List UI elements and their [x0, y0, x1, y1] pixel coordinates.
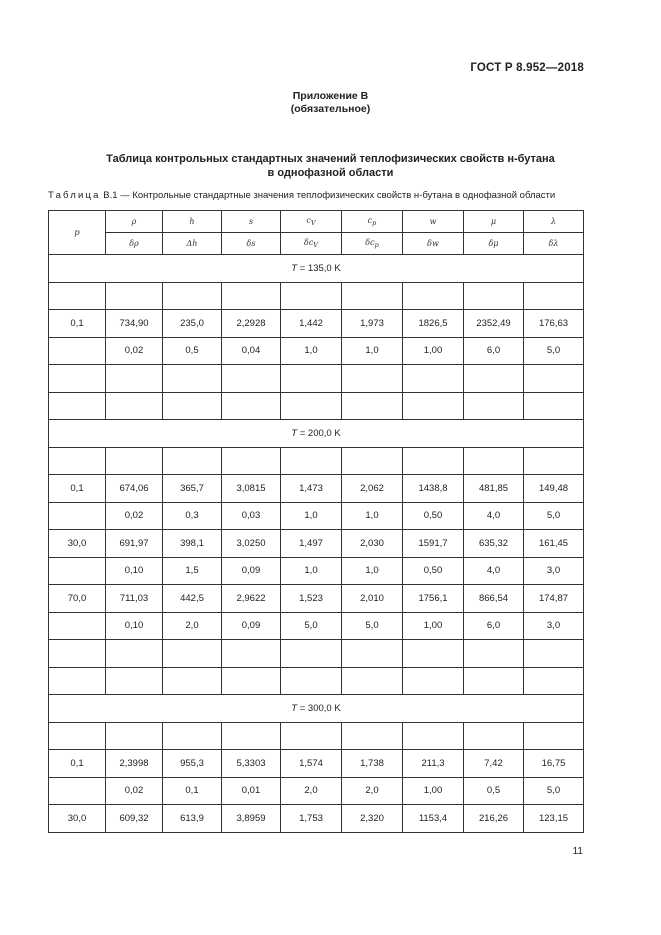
- temperature-section-row: [49, 420, 584, 448]
- value-cell: [524, 640, 584, 668]
- value-cell: 1,0: [342, 337, 403, 365]
- appendix-title: Приложение В: [292, 90, 369, 102]
- value-cell: 0,02: [106, 502, 163, 530]
- pressure-cell: [49, 447, 106, 475]
- value-cell: [163, 365, 222, 393]
- document-title-line2: в однофазной области: [267, 167, 394, 179]
- value-cell: 0,04: [222, 337, 281, 365]
- value-cell: 1,973: [342, 310, 403, 338]
- header-cell-uncertainty: [222, 233, 281, 255]
- value-cell: [403, 282, 464, 310]
- value-cell: [342, 640, 403, 668]
- value-cell: 1,473: [281, 475, 342, 503]
- value-cell: [222, 667, 281, 695]
- temperature-label-cell: [49, 420, 584, 448]
- table-row: [49, 337, 584, 365]
- table-row: [49, 475, 584, 503]
- header-symbol-text: c: [367, 216, 373, 225]
- value-cell: [342, 447, 403, 475]
- page-number: 11: [572, 846, 583, 857]
- value-cell: 0,10: [106, 612, 163, 640]
- pressure-cell: [49, 502, 106, 530]
- value-cell: 3,0250: [222, 530, 281, 558]
- value-cell: [524, 392, 584, 420]
- value-cell: 635,32: [464, 530, 524, 558]
- pressure-cell: [49, 557, 106, 585]
- value-cell: [464, 392, 524, 420]
- value-cell: [403, 392, 464, 420]
- header-symbol-text: w: [429, 217, 437, 226]
- value-cell: 1,0: [281, 337, 342, 365]
- value-cell: [281, 365, 342, 393]
- pressure-cell: [49, 365, 106, 393]
- value-cell: 1438,8: [403, 475, 464, 503]
- value-cell: 2,010: [342, 585, 403, 613]
- header-row-symbols: [49, 211, 584, 233]
- value-cell: [222, 722, 281, 750]
- header-cell-symbol: [464, 211, 524, 233]
- value-cell: 1,0: [281, 557, 342, 585]
- document-code: ГОСТ Р 8.952—2018: [470, 62, 584, 74]
- header-uncertainty-text: δμ: [488, 239, 499, 248]
- value-cell: 1,5: [163, 557, 222, 585]
- pressure-cell: [49, 777, 106, 805]
- temperature-variable: T: [291, 427, 298, 439]
- value-cell: 866,54: [464, 585, 524, 613]
- value-cell: 1,0: [342, 557, 403, 585]
- temperature-section-row: [49, 255, 584, 283]
- value-cell: [524, 365, 584, 393]
- value-cell: 0,09: [222, 612, 281, 640]
- value-cell: 734,90: [106, 310, 163, 338]
- temperature-value: = 300,0 K: [297, 702, 341, 714]
- value-cell: 442,5: [163, 585, 222, 613]
- header-symbol-text: h: [189, 217, 195, 226]
- header-symbol-text: ρ: [131, 217, 137, 226]
- value-cell: 2,3998: [106, 750, 163, 778]
- table-row: [49, 667, 584, 695]
- appendix-status: (обязательное): [290, 103, 371, 115]
- pressure-cell: 0,1: [49, 475, 106, 503]
- value-cell: 1,497: [281, 530, 342, 558]
- value-cell: 1,0: [342, 502, 403, 530]
- table-row: [49, 502, 584, 530]
- value-cell: 1591,7: [403, 530, 464, 558]
- header-uncertainty-text: δw: [427, 239, 439, 248]
- value-cell: 0,09: [222, 557, 281, 585]
- value-cell: [403, 667, 464, 695]
- value-cell: 5,0: [524, 502, 584, 530]
- temperature-variable: T: [291, 262, 298, 274]
- value-cell: 211,3: [403, 750, 464, 778]
- value-cell: [464, 667, 524, 695]
- table-row: [49, 805, 584, 833]
- value-cell: [464, 282, 524, 310]
- table-row: [49, 722, 584, 750]
- value-cell: 481,85: [464, 475, 524, 503]
- value-cell: 1,00: [403, 777, 464, 805]
- value-cell: [106, 640, 163, 668]
- header-uncertainty-text: δc: [365, 238, 375, 247]
- header-cell-symbol: [403, 211, 464, 233]
- value-cell: 955,3: [163, 750, 222, 778]
- temperature-value: = 135,0 K: [297, 262, 341, 274]
- header-uncertainty-subscript: p: [374, 241, 379, 249]
- value-cell: 1153,4: [403, 805, 464, 833]
- pressure-cell: [49, 612, 106, 640]
- value-cell: [106, 722, 163, 750]
- value-cell: 0,5: [163, 337, 222, 365]
- value-cell: [281, 640, 342, 668]
- header-symbol-text: μ: [490, 217, 497, 226]
- table-row: [49, 365, 584, 393]
- pressure-cell: 0,1: [49, 310, 106, 338]
- value-cell: [222, 447, 281, 475]
- pressure-cell: 70,0: [49, 585, 106, 613]
- header-cell-uncertainty: [106, 233, 163, 255]
- header-symbol-text: λ: [550, 217, 557, 226]
- pressure-cell: [49, 640, 106, 668]
- header-cell-uncertainty: [464, 233, 524, 255]
- value-cell: [524, 282, 584, 310]
- value-cell: [342, 667, 403, 695]
- value-cell: [342, 365, 403, 393]
- value-cell: 0,02: [106, 777, 163, 805]
- value-cell: 1,738: [342, 750, 403, 778]
- value-cell: 1,442: [281, 310, 342, 338]
- header-cell-symbol: [342, 211, 403, 233]
- value-cell: 1,523: [281, 585, 342, 613]
- header-cell-uncertainty: [281, 233, 342, 255]
- value-cell: 1,753: [281, 805, 342, 833]
- value-cell: 16,75: [524, 750, 584, 778]
- value-cell: 161,45: [524, 530, 584, 558]
- pressure-cell: [49, 722, 106, 750]
- temperature-label-cell: [49, 695, 584, 723]
- value-cell: 2,9622: [222, 585, 281, 613]
- value-cell: 4,0: [464, 502, 524, 530]
- value-cell: [106, 667, 163, 695]
- header-cell-uncertainty: [403, 233, 464, 255]
- table-row: [49, 310, 584, 338]
- value-cell: 1826,5: [403, 310, 464, 338]
- value-cell: [342, 282, 403, 310]
- value-cell: [281, 392, 342, 420]
- table-row: [49, 750, 584, 778]
- header-uncertainty-text: δs: [246, 239, 256, 248]
- value-cell: 365,7: [163, 475, 222, 503]
- value-cell: [403, 447, 464, 475]
- header-cell-uncertainty: [524, 233, 584, 255]
- pressure-cell: [49, 337, 106, 365]
- value-cell: 5,0: [524, 337, 584, 365]
- value-cell: 5,0: [524, 777, 584, 805]
- pressure-cell: [49, 392, 106, 420]
- value-cell: [222, 392, 281, 420]
- document-title: [0, 152, 661, 180]
- pressure-cell: 30,0: [49, 530, 106, 558]
- value-cell: 691,97: [106, 530, 163, 558]
- table-row: [49, 447, 584, 475]
- pressure-cell: [49, 282, 106, 310]
- value-cell: [403, 722, 464, 750]
- value-cell: 1,00: [403, 612, 464, 640]
- value-cell: [163, 392, 222, 420]
- header-symbol-subscript: V: [310, 219, 316, 227]
- table-row: [49, 557, 584, 585]
- header-cell-symbol: [281, 211, 342, 233]
- value-cell: 1,0: [281, 502, 342, 530]
- value-cell: 0,3: [163, 502, 222, 530]
- value-cell: 0,03: [222, 502, 281, 530]
- value-cell: 0,5: [464, 777, 524, 805]
- value-cell: [403, 640, 464, 668]
- value-cell: 1,574: [281, 750, 342, 778]
- table-row: [49, 530, 584, 558]
- value-cell: [106, 365, 163, 393]
- value-cell: 2,2928: [222, 310, 281, 338]
- value-cell: [281, 667, 342, 695]
- value-cell: [222, 282, 281, 310]
- pressure-cell: 0,1: [49, 750, 106, 778]
- header-uncertainty-subscript: V: [313, 241, 318, 249]
- value-cell: 2,320: [342, 805, 403, 833]
- value-cell: 1,00: [403, 337, 464, 365]
- value-cell: [524, 722, 584, 750]
- value-cell: 0,50: [403, 502, 464, 530]
- value-cell: 3,0: [524, 612, 584, 640]
- value-cell: 609,32: [106, 805, 163, 833]
- temperature-variable: T: [291, 702, 298, 714]
- header-symbol-text: s: [248, 217, 254, 226]
- value-cell: [403, 365, 464, 393]
- value-cell: 613,9: [163, 805, 222, 833]
- value-cell: [524, 447, 584, 475]
- value-cell: 3,0: [524, 557, 584, 585]
- header-cell-uncertainty: [342, 233, 403, 255]
- value-cell: 176,63: [524, 310, 584, 338]
- value-cell: 711,03: [106, 585, 163, 613]
- value-cell: 123,15: [524, 805, 584, 833]
- value-cell: 5,0: [342, 612, 403, 640]
- value-cell: 4,0: [464, 557, 524, 585]
- value-cell: [163, 282, 222, 310]
- value-cell: [281, 282, 342, 310]
- header-cell-uncertainty: [163, 233, 222, 255]
- value-cell: 2,0: [163, 612, 222, 640]
- pressure-cell: [49, 667, 106, 695]
- value-cell: 2,062: [342, 475, 403, 503]
- header-cell-p: p: [49, 211, 106, 255]
- value-cell: [464, 447, 524, 475]
- header-cell-symbol: [163, 211, 222, 233]
- value-cell: 6,0: [464, 612, 524, 640]
- value-cell: [524, 667, 584, 695]
- table-row: [49, 282, 584, 310]
- value-cell: 3,8959: [222, 805, 281, 833]
- table-caption-label: Таблица: [48, 190, 101, 201]
- value-cell: [222, 640, 281, 668]
- header-cell-symbol: [524, 211, 584, 233]
- value-cell: 149,48: [524, 475, 584, 503]
- value-cell: [281, 722, 342, 750]
- value-cell: [464, 640, 524, 668]
- header-symbol-subscript: p: [372, 219, 377, 227]
- value-cell: 398,1: [163, 530, 222, 558]
- header-uncertainty-text: Δh: [186, 239, 198, 248]
- value-cell: 0,10: [106, 557, 163, 585]
- value-cell: [281, 447, 342, 475]
- value-cell: 5,3303: [222, 750, 281, 778]
- value-cell: [163, 722, 222, 750]
- value-cell: [342, 392, 403, 420]
- pressure-cell: 30,0: [49, 805, 106, 833]
- temperature-label-cell: [49, 255, 584, 283]
- value-cell: 2,0: [342, 777, 403, 805]
- value-cell: 0,02: [106, 337, 163, 365]
- header-uncertainty-text: δc: [304, 238, 314, 247]
- table-row: [49, 392, 584, 420]
- value-cell: [464, 365, 524, 393]
- table-body: [49, 211, 584, 833]
- table-caption-text: В.1 — Контрольные стандартные значения теплофизических свойств н-бутана в однофазной области: [103, 190, 556, 201]
- header-symbol-text: c: [306, 216, 311, 225]
- table-row: [49, 612, 584, 640]
- value-cell: 0,01: [222, 777, 281, 805]
- value-cell: 1756,1: [403, 585, 464, 613]
- document-title-line1: Таблица контрольных стандартных значений теплофизических свойств н-бутана: [106, 153, 555, 165]
- value-cell: 7,42: [464, 750, 524, 778]
- value-cell: [163, 667, 222, 695]
- value-cell: 2352,49: [464, 310, 524, 338]
- value-cell: [106, 447, 163, 475]
- header-row-uncertainties: [49, 233, 584, 255]
- table-row: [49, 777, 584, 805]
- value-cell: 235,0: [163, 310, 222, 338]
- header-cell-symbol: [222, 211, 281, 233]
- appendix-heading: [0, 90, 661, 116]
- value-cell: 0,50: [403, 557, 464, 585]
- value-cell: 6,0: [464, 337, 524, 365]
- value-cell: 674,06: [106, 475, 163, 503]
- value-cell: [163, 447, 222, 475]
- value-cell: 5,0: [281, 612, 342, 640]
- value-cell: [222, 365, 281, 393]
- value-cell: 0,1: [163, 777, 222, 805]
- value-cell: 174,87: [524, 585, 584, 613]
- value-cell: [106, 282, 163, 310]
- value-cell: 2,0: [281, 777, 342, 805]
- value-cell: [342, 722, 403, 750]
- table-row: [49, 585, 584, 613]
- temperature-value: = 200,0 K: [297, 427, 341, 439]
- header-cell-symbol: [106, 211, 163, 233]
- value-cell: 2,030: [342, 530, 403, 558]
- header-uncertainty-text: δλ: [548, 239, 559, 248]
- temperature-section-row: [49, 695, 584, 723]
- value-cell: 3,0815: [222, 475, 281, 503]
- header-uncertainty-text: δρ: [129, 239, 139, 248]
- value-cell: 216,26: [464, 805, 524, 833]
- properties-table: [48, 210, 584, 833]
- value-cell: [106, 392, 163, 420]
- table-row: [49, 640, 584, 668]
- table-caption: [48, 190, 555, 201]
- value-cell: [464, 722, 524, 750]
- value-cell: [163, 640, 222, 668]
